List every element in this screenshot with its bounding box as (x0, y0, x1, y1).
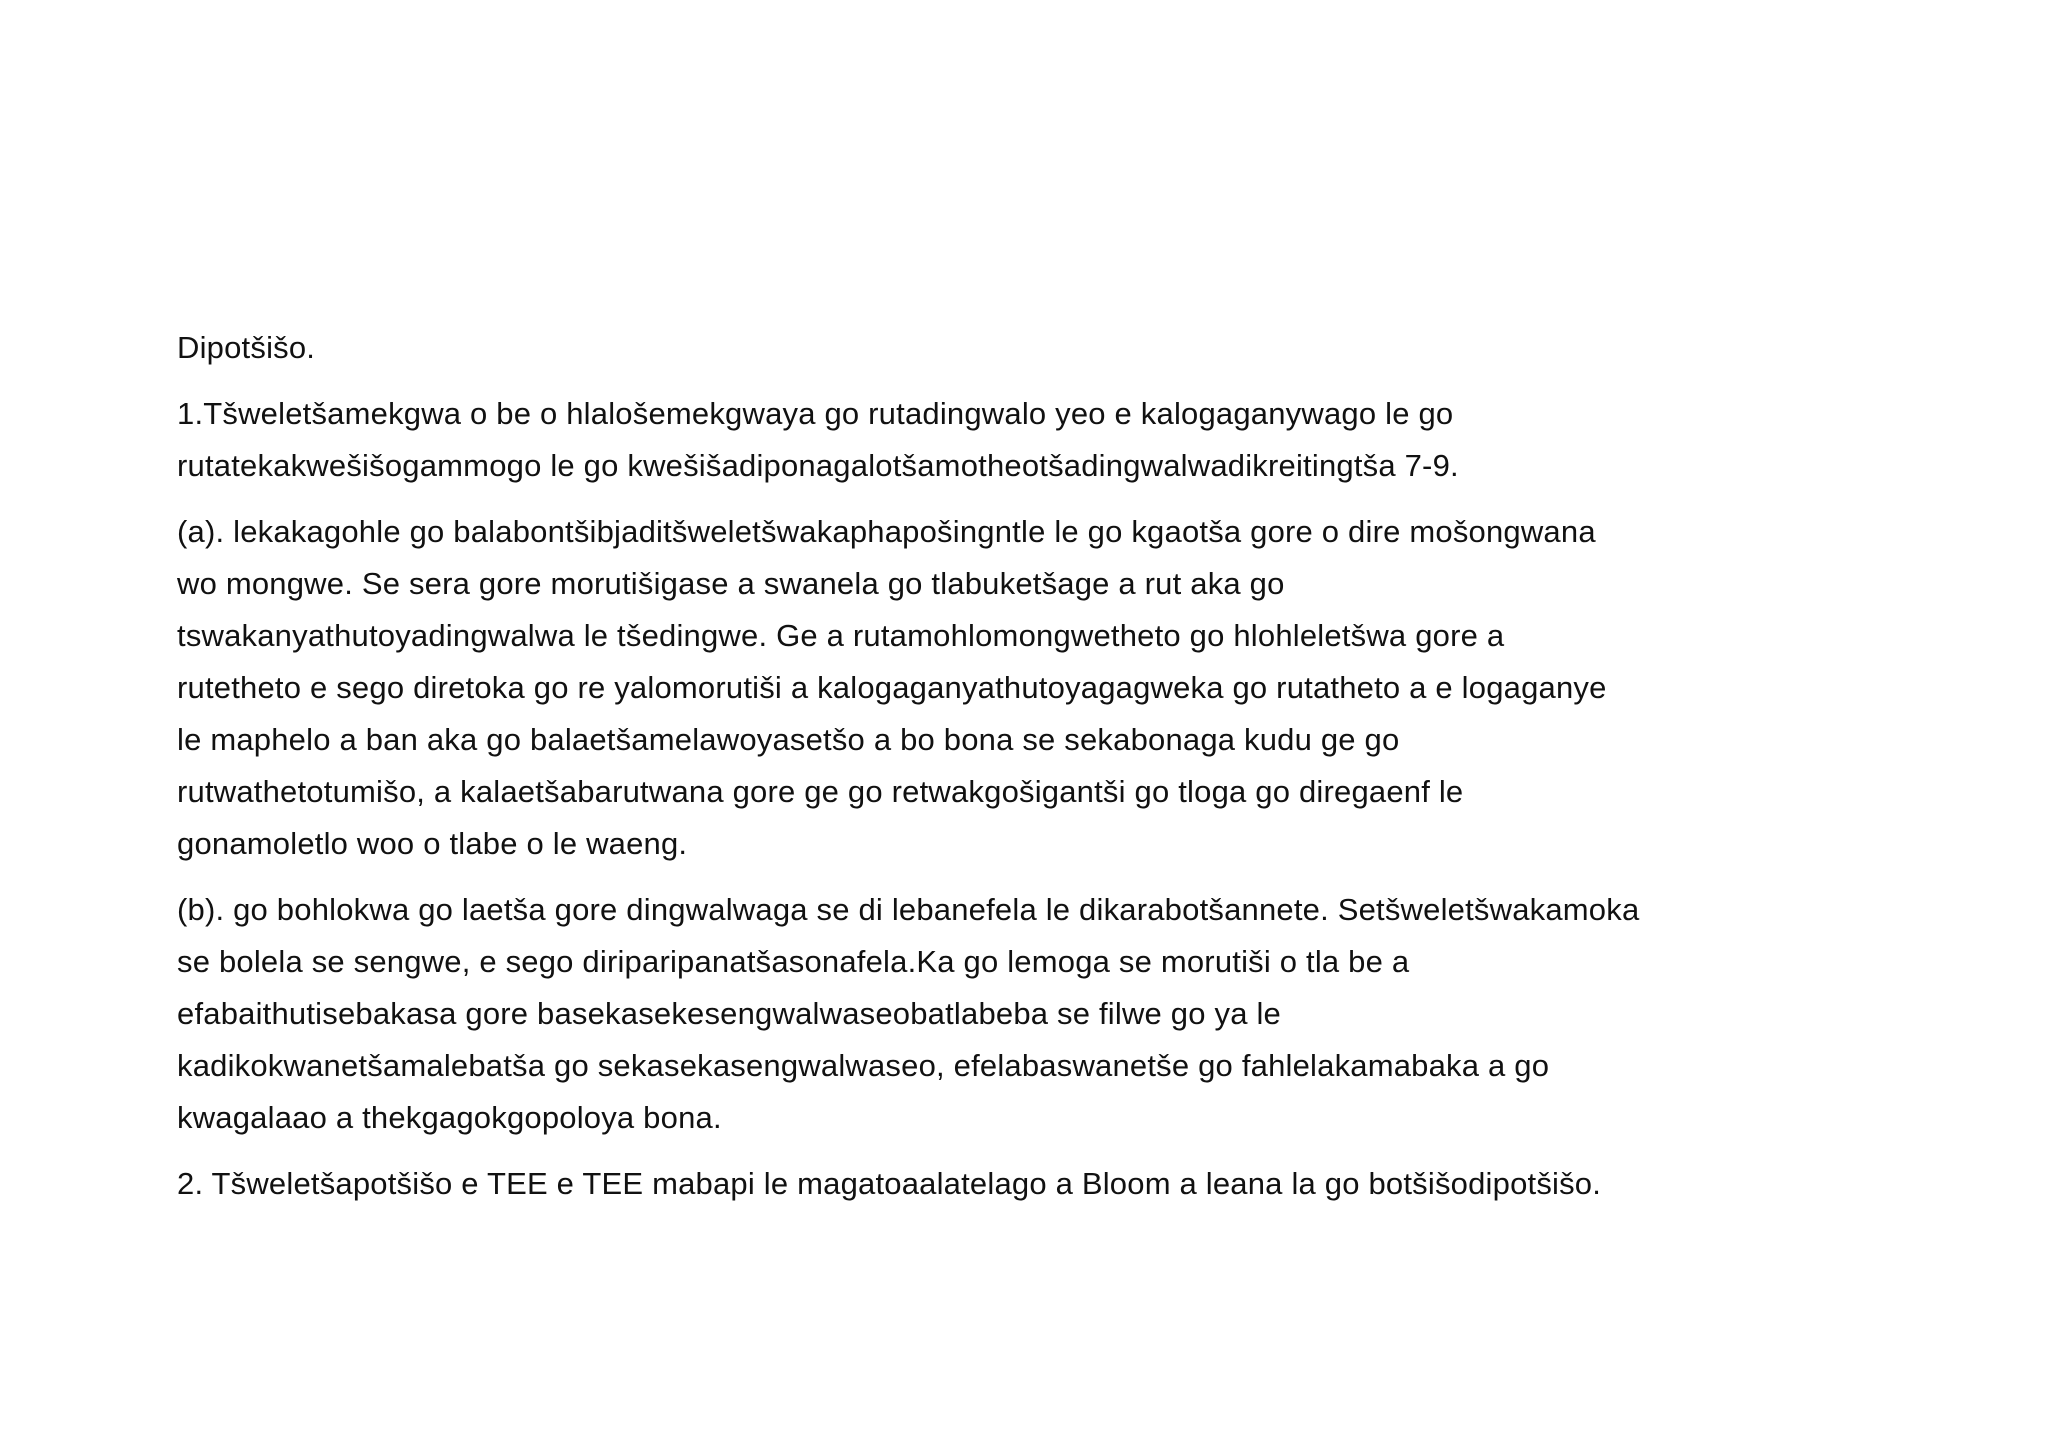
text-line: kadikokwanetšamalebatša go sekasekasengwalwaseo, efelabaswanetše go fahlelakamabaka a go (177, 1048, 1550, 1083)
text-line: le maphelo a ban aka go balaetšamelawoyasetšo a bo bona se sekabonaga kudu ge go (177, 722, 1400, 757)
paragraph-answer-a (177, 506, 1857, 870)
document-body (177, 322, 1857, 1224)
document-heading: Dipotšišo. (177, 330, 316, 365)
text-line: kwagalaao a thekgagokgopoloya bona. (177, 1100, 722, 1135)
text-line: wo mongwe. Se sera gore morutišigase a swanela go tlabuketšage a rut aka go (177, 566, 1285, 601)
text-line: (b). go bohlokwa go laetša gore dingwalwaga se di lebanefela le dikarabotšannete. Setšweletšwakamoka (177, 892, 1640, 927)
text-line: tswakanyathutoyadingwalwa le tšedingwe. Ge a rutamohlomongwetheto go hlohleletšwa gore a (177, 618, 1505, 653)
paragraph-question-1 (177, 388, 1857, 492)
text-line: gonamoletlo woo o tlabe o le waeng. (177, 826, 688, 861)
text-line: rutwathetotumišo, a kalaetšabarutwana gore ge go retwakgošigantši go tloga go diregaenf le (177, 774, 1464, 809)
text-line: rutetheto e sego diretoka go re yalomorutiši a kalogaganyathutoyagagweka go rutatheto a e logaganye (177, 670, 1607, 705)
paragraph-question-2 (177, 1158, 1857, 1210)
text-line: 1.Tšweletšamekgwa o be o hlalošemekgwaya go rutadingwalo yeo e kalogaganywago le go (177, 396, 1454, 431)
text-line: se bolela se sengwe, e sego diriparipanatšasonafela.Ka go lemoga se morutiši o tla be a (177, 944, 1410, 979)
text-line: efabaithutisebakasa gore basekasekesengwalwaseobatlabeba se filwe go ya le (177, 996, 1281, 1031)
text-line: 2. Tšweletšapotšišo e TEE e TEE mabapi le magatoaalatelago a Bloom a leana la go botšišodipotšišo. (177, 1166, 1602, 1201)
text-line: (a). lekakagohle go balabontšibjaditšweletšwakaphapošingntle le go kgaotša gore o dire mošongwana (177, 514, 1596, 549)
text-line: rutatekakwešišogammogo le go kwešišadiponagalotšamotheotšadingwalwadikreitingtša 7-9. (177, 448, 1459, 483)
paragraph-answer-b (177, 884, 1857, 1144)
